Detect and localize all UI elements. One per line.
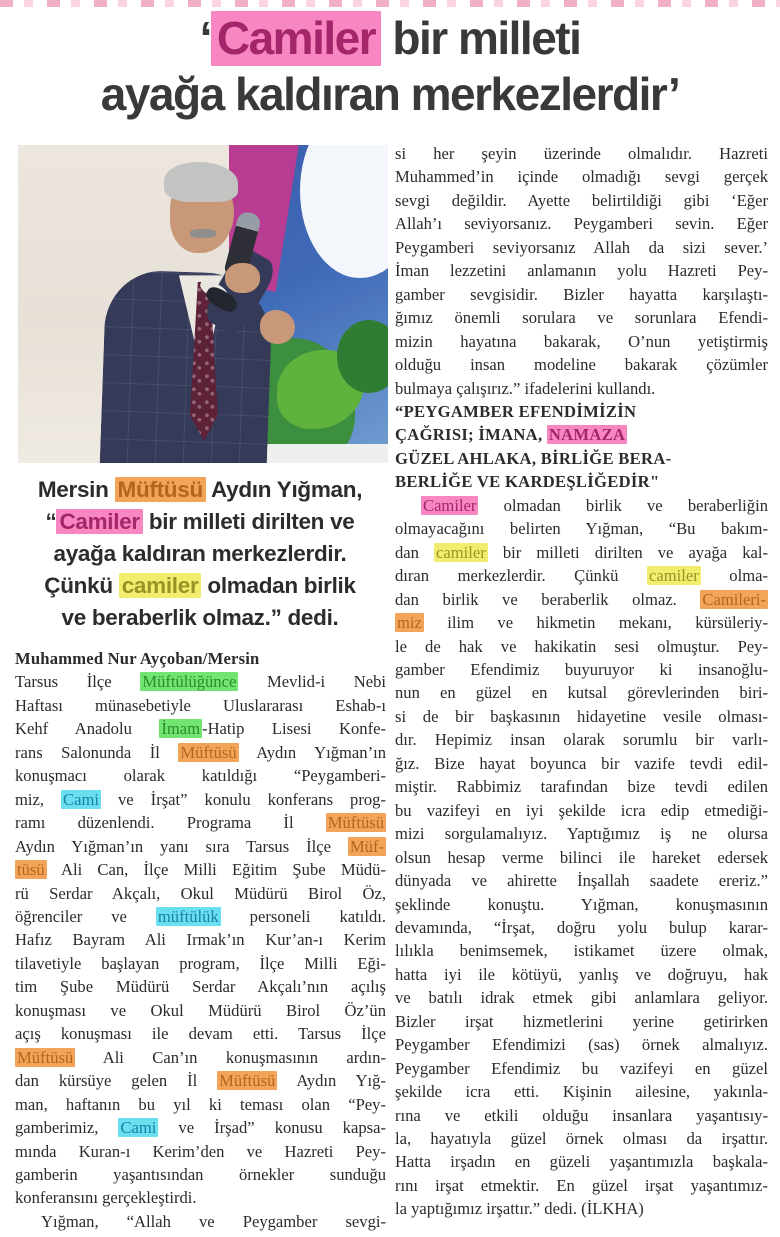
text-segment: şeklinde konuştu. Yığman, konuşmasının <box>395 894 768 914</box>
text-line <box>10 602 390 634</box>
text-line <box>395 588 768 611</box>
text-line <box>0 10 780 66</box>
text-segment: ğımız önemli sorulara ve sorunlara Efendi- <box>395 308 768 328</box>
text-segment: dan kürsüye gelen İl <box>15 1071 218 1091</box>
text-segment: açış konuşması ile devam etti. Tarsus İlçe <box>15 1024 386 1044</box>
text-line <box>395 939 768 962</box>
text-line <box>15 999 386 1022</box>
text-segment: dan birlik ve beraberlik olmaz. <box>395 589 701 609</box>
text-segment: gamberin yaşantısından örnekler sunduğu <box>15 1164 386 1184</box>
highlighted-word: Camiler <box>211 11 381 66</box>
text-segment: BERLİĞE VE KARDEŞLİĞEDİR" <box>395 472 660 492</box>
text-segment: bu vazifeyi en iyi şekilde icra edip etmediği- <box>395 800 768 820</box>
text-line <box>395 564 768 587</box>
text-line <box>395 1104 768 1127</box>
text-segment: Mevlid-i Nebi <box>238 672 386 692</box>
text-segment: rına ve etkili olduğu insanlara yaşantısıy- <box>395 1105 768 1125</box>
text-segment: nun en güzel en kutsal görevlerinden biri- <box>395 683 768 703</box>
text-segment: ğız. Bize hayat boyunca bir vazife tevdi edil- <box>395 753 768 773</box>
text-segment: ve beraberlik olmaz.” dedi. <box>61 605 339 630</box>
highlighted-word: müftülük <box>157 906 219 926</box>
text-segment: ramı düzenlendi. Programa İl <box>15 813 326 833</box>
text-line <box>15 694 386 717</box>
text-line <box>395 1010 768 1033</box>
text-line <box>395 752 768 775</box>
text-segment: şekilde icra etti. Kişinin ailesine, yakınla- <box>395 1082 768 1102</box>
highlighted-word: Müftüsü <box>327 813 384 833</box>
highlighted-word: Cami <box>120 1118 157 1138</box>
text-line <box>395 353 768 376</box>
text-line <box>395 822 768 845</box>
text-segment: dan <box>395 542 435 562</box>
text-line <box>15 1140 386 1163</box>
cropped-text-strip <box>0 0 780 7</box>
text-line <box>395 212 768 235</box>
text-line <box>15 952 386 975</box>
speaker-hair <box>164 162 238 202</box>
highlighted-word: Müftüsü <box>115 477 206 502</box>
text-segment: ve İrşat” konulu konferans prog- <box>101 789 386 809</box>
text-line <box>15 788 386 811</box>
left-column-text <box>15 670 386 1233</box>
text-line <box>395 447 768 470</box>
speaker-mustache <box>190 229 216 237</box>
text-segment: miz, <box>15 789 62 809</box>
text-segment: “ <box>45 509 57 534</box>
highlighted-word: camiler <box>436 542 486 562</box>
text-segment: “PEYGAMBER EFENDİMİZİN <box>395 401 637 421</box>
text-line <box>10 570 390 602</box>
highlighted-word: Cami <box>63 789 99 809</box>
text-line <box>395 283 768 306</box>
text-line <box>395 1057 768 1080</box>
text-segment: ‘ <box>199 12 211 64</box>
text-line <box>395 893 768 916</box>
text-line <box>15 1046 386 1069</box>
text-line <box>395 869 768 892</box>
text-segment: dıran merkezlerdir. Çünkü <box>395 566 647 586</box>
text-segment: ve batılı idrak etmek gibi anlamlara geliyor. <box>395 988 768 1008</box>
speaker-fist <box>260 310 295 343</box>
text-segment: olmadan birlik <box>201 573 356 598</box>
text-segment: Muhammed’in içinde olmadığı sevgi gerçek <box>395 167 768 187</box>
text-line <box>395 1197 768 1220</box>
text-segment: man, haftanın bu yıl ki teması olan “Pey- <box>15 1094 386 1114</box>
text-line <box>395 846 768 869</box>
text-line <box>395 963 768 986</box>
text-line <box>15 975 386 998</box>
text-segment: Aydın Yığ- <box>277 1071 386 1091</box>
text-line <box>15 811 386 834</box>
text-segment: Yığman, “Allah ve Peygamber sevgi- <box>41 1211 386 1231</box>
text-segment: bir milleti dirilten ve <box>142 509 355 534</box>
text-segment: dünyada ve ahirette İnşallah saadete ereriz.” <box>395 871 768 891</box>
text-line <box>395 728 768 751</box>
text-segment: Peygamberi seviyorsanız Allah da sizi sever.’ <box>395 237 768 257</box>
right-column-text <box>395 142 768 1221</box>
text-segment: Aydın Yığman’ın yanı sıra Tarsus İlçe <box>15 836 348 856</box>
text-segment: ÇAĞRISI; İMANA, <box>395 425 547 445</box>
text-segment: rans Salonunda İl <box>15 742 179 762</box>
text-segment: Hatta irşadın en güzeli yaşantımızla başkala- <box>395 1152 768 1172</box>
text-line <box>0 66 780 122</box>
text-line <box>395 377 768 400</box>
text-segment: olsun hesap verme bilinci ile hareket edersek <box>395 847 768 867</box>
text-segment: konuşması ve Okul Müdürü Birol Öz’ün <box>15 1000 386 1020</box>
photo-caption <box>10 474 390 634</box>
text-segment: İman lezzetini anlamanın yolu Hazreti Pey- <box>395 261 768 281</box>
text-segment: Tarsus İlçe <box>15 672 141 692</box>
text-line <box>395 1080 768 1103</box>
text-segment: lılıkla benimsemek, istikamet üzere olmak, <box>395 941 768 961</box>
text-segment: Çünkü <box>44 573 119 598</box>
text-segment: si her şeyin üzerinde olmalıdır. Hazreti <box>395 144 768 163</box>
text-segment: Ali Can’ın konuşmasının ardın- <box>75 1047 386 1067</box>
text-line <box>15 1163 386 1186</box>
highlighted-word: İmam <box>161 719 201 739</box>
text-segment: rü Serdar Akçalı, Okul Müdürü Birol Öz, <box>15 883 386 903</box>
text-line <box>15 835 386 858</box>
text-line <box>395 775 768 798</box>
text-line <box>10 538 390 570</box>
text-segment: la yaptığımız irşattır.” dedi. (İLKHA) <box>395 1199 644 1219</box>
highlighted-word: Müftüsü <box>17 1047 74 1067</box>
highlighted-word: Camiler <box>56 509 142 534</box>
text-line <box>15 1093 386 1116</box>
text-segment: Haftası münasebetiyle Uluslararası Eshab-ı <box>15 695 386 715</box>
text-line <box>395 658 768 681</box>
text-line <box>395 705 768 728</box>
highlighted-word: camiler <box>119 573 202 598</box>
text-segment: Aydın Yığman, <box>205 477 363 502</box>
text-line <box>395 635 768 658</box>
text-line <box>395 916 768 939</box>
text-segment: Allah’ı seviyorsanız. Peygamberi sevin. Eğer <box>395 214 768 234</box>
text-segment: gamberimiz, <box>15 1118 119 1138</box>
text-line <box>395 306 768 329</box>
text-line <box>395 142 768 165</box>
text-segment: dır. Hepimiz insan olarak sorumlu bir varlı- <box>395 730 768 750</box>
text-line <box>10 474 390 506</box>
text-line <box>15 670 386 693</box>
headline <box>0 10 780 122</box>
banner-white-patch <box>300 145 388 278</box>
byline: Muhammed Nur Ayçoban/Mersin <box>15 649 260 668</box>
text-line <box>395 400 768 423</box>
text-line <box>395 1150 768 1173</box>
highlighted-word: Camileri- <box>702 589 766 609</box>
text-segment: devamında, “İrşat, doğru yolu bulup karar- <box>395 917 768 937</box>
text-line <box>395 236 768 259</box>
text-segment: rını irşat etmektir. En güzel irşat yaşantımız- <box>395 1175 768 1195</box>
text-line <box>15 764 386 787</box>
text-segment: olma- <box>700 566 768 586</box>
text-line <box>15 1210 386 1233</box>
text-line <box>15 858 386 881</box>
left-column <box>15 647 386 1233</box>
text-line <box>15 1022 386 1045</box>
text-line <box>395 494 768 517</box>
text-segment: miştir. Rabbimiz tarafından bize tevdi edilen <box>395 777 768 797</box>
text-segment: hatta iyi ile kötüyü, yanlış ve doğruyu, hak <box>395 964 768 984</box>
text-line <box>15 928 386 951</box>
text-line <box>15 1069 386 1092</box>
text-line <box>395 470 768 493</box>
text-segment: Kehf Anadolu <box>15 719 160 739</box>
text-line <box>395 330 768 353</box>
text-segment: mizin hayatına bakarak, O’nun yetiştirmiş <box>395 331 768 351</box>
text-segment: personeli katıldı. <box>220 906 386 926</box>
text-line <box>395 799 768 822</box>
text-line <box>395 541 768 564</box>
text-segment: ayağa kaldıran merkezlerdir. <box>53 541 347 566</box>
text-segment: la, hayatıyla güzel örnek olması da irşattır. <box>395 1129 768 1149</box>
text-line <box>395 517 768 540</box>
text-line <box>395 986 768 1009</box>
text-segment: le de hak ve hakikatin sesi olmuştur. Pey- <box>395 636 768 656</box>
text-segment: olduğu insan modeline bakarak çözümler <box>395 355 768 375</box>
text-segment: konferansını gerçekleştirdi. <box>15 1188 197 1208</box>
text-line <box>15 741 386 764</box>
text-segment: Bizler irşat hizmetlerini yerine getirirken <box>395 1011 768 1031</box>
text-segment: öğrenciler ve <box>15 906 156 926</box>
text-line <box>10 506 390 538</box>
text-line <box>395 1127 768 1150</box>
speaker-photo <box>18 145 388 463</box>
text-segment: bir milleti <box>381 12 581 64</box>
text-line <box>15 1116 386 1139</box>
text-segment: gamber sevgisidir. Bizler hayatta karşılaştı- <box>395 284 768 304</box>
highlighted-word: Müftülüğünce <box>142 672 237 692</box>
text-line <box>395 1033 768 1056</box>
text-segment: Hafız Bayram Ali Irmak’ın Kur’an-ı Kerim <box>15 930 386 950</box>
text-segment: GÜZEL AHLAKA, BİRLİĞE BERA- <box>395 448 672 468</box>
text-segment: Mersin <box>37 477 115 502</box>
text-line <box>395 611 768 634</box>
highlighted-word: Müftüsü <box>219 1071 276 1091</box>
text-line <box>395 165 768 188</box>
text-segment: gamber Efendimiz buyuruyor ki insanoğlu- <box>395 659 768 679</box>
text-segment: Aydın Yığman’ın <box>238 742 386 762</box>
highlighted-word: miz <box>397 613 422 633</box>
text-line <box>15 1186 386 1209</box>
text-line <box>15 717 386 740</box>
highlighted-word: tüsü <box>17 860 45 880</box>
text-segment: ayağa kaldıran merkezlerdir’ <box>100 68 680 120</box>
text-segment: Peygamber Efendimiz bu vazifeyi en güzel <box>395 1058 768 1078</box>
highlighted-word: NAMAZA <box>548 425 626 445</box>
text-segment: bir milleti dirilten ve ayağa kal- <box>487 542 768 562</box>
text-segment: tim Şube Müdürü Serdar Akçalı’nın açılış <box>15 977 386 997</box>
text-line <box>395 259 768 282</box>
text-segment: bulmaya çalışırız.” ifadelerini kullandı. <box>395 378 656 398</box>
text-segment: Ali Can, İlçe Milli Eğitim Şube Müdü- <box>46 860 386 880</box>
text-line <box>395 189 768 212</box>
speaker-hand <box>225 263 260 293</box>
text-line <box>395 681 768 704</box>
text-line <box>15 905 386 928</box>
text-segment: -Hatip Lisesi Konfe- <box>202 719 386 739</box>
highlighted-word: Müftüsü <box>180 742 237 762</box>
text-segment: ilim ve hikmetin mekanı, kürsüleriy- <box>423 613 768 633</box>
text-segment: olmayacağını belirten Yığman, “Bu bakım- <box>395 519 768 539</box>
highlighted-word: camiler <box>648 566 699 586</box>
text-line <box>395 1174 768 1197</box>
text-segment: sevgi değildir. Ayette belirtildiği gibi ‘Eğer <box>395 190 768 210</box>
text-line <box>395 423 768 446</box>
text-segment: olmadan birlik ve beraberliğin <box>478 495 768 515</box>
right-column <box>395 142 768 1221</box>
text-segment: mizi sorgulamalıyız. Yaptığımız iş ne olursa <box>395 824 768 844</box>
highlighted-word: Müf- <box>349 836 384 856</box>
text-line <box>15 882 386 905</box>
text-segment: konuşmacı olarak katıldığı “Peygamberi- <box>15 766 386 786</box>
text-segment: si de bir başkasının hidayetine vesile olması- <box>395 706 768 726</box>
text-segment: ve İrşad” konusu kapsa- <box>158 1118 386 1138</box>
text-segment: Peygamber Efendimizi (sas) örnek almalıyız. <box>395 1035 768 1055</box>
highlighted-word: Camiler <box>423 495 477 515</box>
text-segment: tilavetiyle başlayan program, İlçe Milli Eği- <box>15 953 386 973</box>
text-segment: mında Kuran-ı Kerim’den ve Hazreti Pey- <box>15 1141 386 1161</box>
